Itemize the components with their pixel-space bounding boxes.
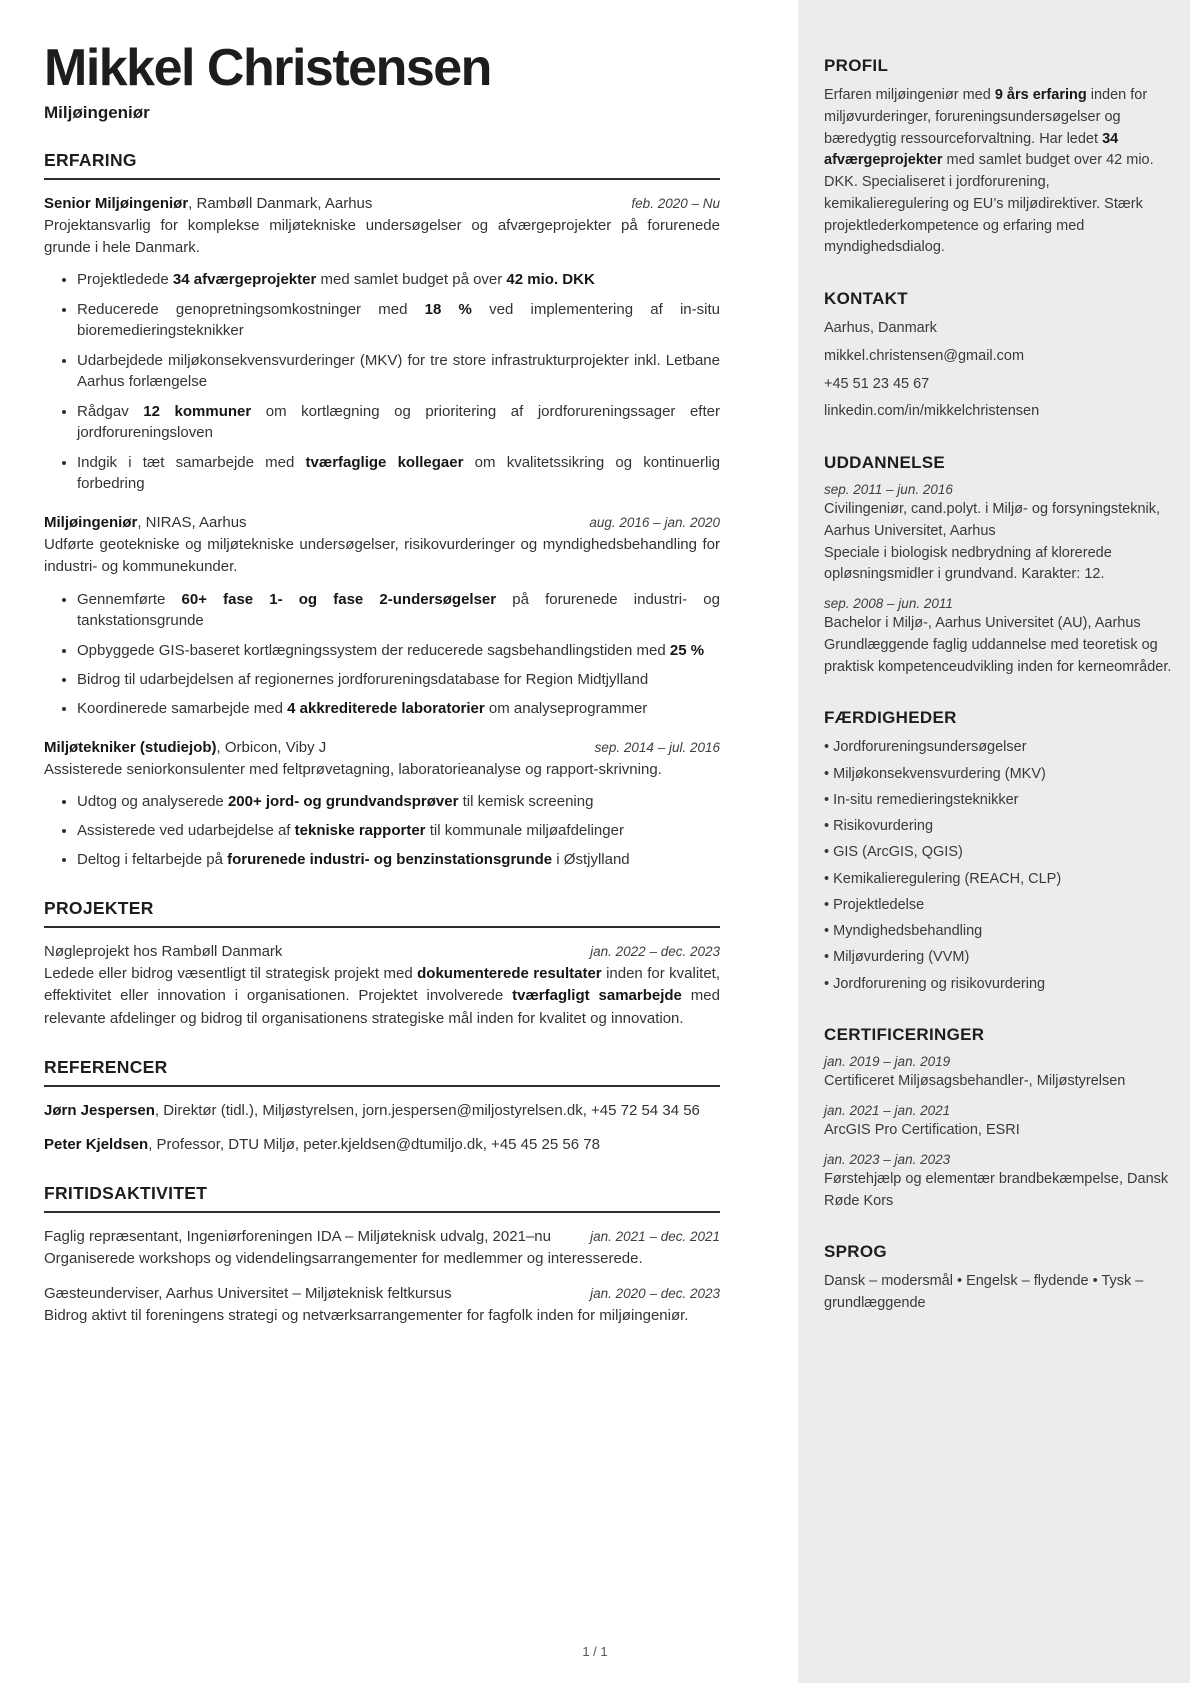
- job-header: [44, 739, 720, 756]
- section-projects: [44, 898, 720, 1030]
- certification-item: [824, 1152, 1174, 1213]
- reference-item: Peter Kjeldsen, Professor, DTU Miljø, peter.kjeldsen@dtumiljo.dk, +45 45 25 56 78: [44, 1135, 600, 1153]
- skill-item: • Miljøkonsekvensvurdering (MKV): [824, 764, 1174, 786]
- job-bullet-list: [44, 269, 720, 495]
- bullet-item: • Opbyggede GIS-baseret kortlægningssystem der reducerede sagsbehandlingstiden med 25 %: [77, 640, 720, 662]
- activity-entry: [44, 1285, 720, 1327]
- job-bullet-list: [44, 791, 720, 871]
- activity-title: Gæsteunderviser, Aarhus Universitet – Miljøteknisk feltkursus: [44, 1285, 452, 1303]
- sidebar-title-education: UDDANNELSE: [824, 453, 946, 472]
- education-item: [824, 482, 1174, 586]
- candidate-name: Mikkel Christensen: [44, 39, 491, 97]
- bullet-item: • Bidrog til udarbejdelsen af regionernes jordforureningsdatabase for Region Midtjylland: [77, 669, 720, 691]
- candidate-title: Miljøingeniør: [44, 103, 150, 122]
- activity-title: Faglig repræsentant, Ingeniørforeningen IDA – Miljøteknisk udvalg, 2021–nu: [44, 1228, 551, 1246]
- sidebar-section-education: [824, 453, 1174, 678]
- bullet-item: • Rådgav 12 kommuner om kortlægning og prioritering af jordforureningssager efter jordforureningsloven: [77, 401, 720, 445]
- project-dates: jan. 2022 – dec. 2023: [590, 944, 720, 960]
- job-entry: [44, 739, 720, 871]
- section-title-experience: ERFARING: [44, 150, 720, 180]
- project-header: [44, 943, 720, 960]
- bullet-item: • Indgik i tæt samarbejde med tværfaglige kollegaer om kvalitetssikring og kontinuerlig forbedring: [77, 452, 720, 496]
- sidebar-section-certifications: [824, 1025, 1174, 1212]
- skill-item: • Jordforureningsundersøgelser: [824, 737, 1174, 759]
- sidebar-title-certifications: CERTIFICERINGER: [824, 1025, 985, 1045]
- section-experience: [44, 150, 720, 871]
- sidebar-section-languages: [824, 1242, 1174, 1315]
- skill-item: • In-situ remedieringsteknikker: [824, 790, 1174, 812]
- sidebar-title-profile: PROFIL: [824, 56, 889, 75]
- sidebar-section-profile: [824, 56, 1174, 259]
- certification-name: Certificeret Miljøsagsbehandler-, Miljøstyrelsen: [824, 1073, 1126, 1090]
- contact-linkedin: linkedin.com/in/mikkelchristensen: [824, 403, 1040, 420]
- sidebar-title-languages: SPROG: [824, 1242, 887, 1262]
- skill-item: • Risikovurdering: [824, 816, 1174, 838]
- skill-item: • Jordforurening og risikovurdering: [824, 974, 1174, 996]
- sidebar-title-skills: FÆRDIGHEDER: [824, 708, 957, 728]
- job-summary: Assisterede seniorkonsulenter med feltprøvetagning, laboratorieanalyse og rapport-skrivning.: [44, 760, 662, 778]
- section-activities: [44, 1183, 720, 1327]
- education-degree: Civilingeniør, cand.polyt. i Miljø- og forsyningsteknik, Aarhus Universitet, Aarhus: [824, 501, 1161, 539]
- activity-description: Bidrog aktivt til foreningens strategi og netværksarrangementer for fagfolk inden for miljøingeniør.: [44, 1307, 689, 1325]
- certification-name: ArcGIS Pro Certification, ESRI: [824, 1122, 1020, 1138]
- contact-location: Aarhus, Danmark: [824, 320, 937, 336]
- contact-email: mikkel.christensen@gmail.com: [824, 347, 1025, 364]
- certification-dates: jan. 2019 – jan. 2019: [824, 1054, 951, 1070]
- education-dates: sep. 2011 – jun. 2016: [824, 482, 953, 497]
- certification-item: [824, 1103, 1174, 1142]
- job-summary: Udførte geotekniske og miljøtekniske undersøgelser, risikovurderinger og myndighedsbehandling for industri- og kommunekunder.: [44, 536, 720, 576]
- education-detail: Grundlæggende faglig uddannelse med teoretisk og praktisk kompetenceudvikling inden for kerneområder.: [824, 636, 1172, 675]
- job-dates: aug. 2016 – jan. 2020: [589, 515, 720, 531]
- sidebar: [798, 0, 1190, 1683]
- bullet-item: • Deltog i feltarbejde på forurenede industri- og benzinstationsgrunde i Østjylland: [77, 849, 720, 871]
- activity-dates: jan. 2021 – dec. 2021: [590, 1229, 720, 1245]
- certification-item: [824, 1054, 1174, 1093]
- job-dates: sep. 2014 – jul. 2016: [594, 739, 720, 755]
- sidebar-title-contact: KONTAKT: [824, 289, 908, 308]
- section-title-activities: FRITIDSAKTIVITET: [44, 1183, 720, 1213]
- reference-item: Jørn Jespersen, Direktør (tidl.), Miljøstyrelsen, jorn.jespersen@miljostyrelsen.dk, +45 72 54 34 56: [44, 1101, 700, 1119]
- bullet-item: • Koordinerede samarbejde med 4 akkrediterede laboratorier om analyseprogrammer: [77, 698, 720, 720]
- bullet-item: • Projektledede 34 afværgeprojekter med samlet budget på over 42 mio. DKK: [77, 269, 720, 291]
- sidebar-section-skills: [824, 708, 1174, 995]
- page-number: 1 / 1: [582, 1644, 608, 1659]
- certification-name: Førstehjælp og elementær brandbekæmpelse, Dansk Røde Kors: [824, 1170, 1169, 1209]
- certification-dates: jan. 2021 – jan. 2021: [824, 1103, 951, 1118]
- activity-description: Organiserede workshops og videndelingsarrangementer for medlemmer og interesserede.: [44, 1250, 643, 1268]
- activity-dates: jan. 2020 – dec. 2023: [590, 1286, 720, 1302]
- skill-item: • Kemikalieregulering (REACH, CLP): [824, 869, 1174, 891]
- education-degree: Bachelor i Miljø-, Aarhus Universitet (AU), Aarhus: [824, 615, 1141, 631]
- section-title-projects: PROJEKTER: [44, 898, 720, 928]
- bullet-item: • Gennemførte 60+ fase 1- og fase 2-undersøgelser på forurenede industri- og tankstationsgrunde: [77, 589, 720, 633]
- bullet-item: • Reducerede genopretningsomkostninger med 18 % ved implementering af in-situ bioremedieringsteknikker: [77, 299, 720, 343]
- section-title-references: REFERENCER: [44, 1057, 720, 1087]
- job-bullet-list: [44, 589, 720, 720]
- project-description: Ledede eller bidrog væsentligt til strategisk projekt med dokumenterede resultater inden for kvalitet, effektivitet eller innovation i organisationen. Projektet involverede tværfagligt samarbejde med relevante afdelinger og bidrog til organisationens strategiske mål inden for kvalitet og innovation.: [44, 965, 720, 1027]
- skill-item: • Miljøvurdering (VVM): [824, 947, 1174, 969]
- job-entry: [44, 514, 720, 720]
- education-item: [824, 596, 1174, 678]
- project-title: Nøgleprojekt hos Rambøll Danmark: [44, 943, 283, 961]
- skill-list: [824, 737, 1174, 995]
- job-role: Senior Miljøingeniør, Rambøll Danmark, Aarhus: [44, 195, 373, 212]
- certification-dates: jan. 2023 – jan. 2023: [824, 1151, 951, 1167]
- bullet-item: • Assisterede ved udarbejdelse af tekniske rapporter til kommunale miljøafdelinger: [77, 820, 720, 842]
- skill-item: • Myndighedsbehandling: [824, 921, 1174, 943]
- bullet-item: • Udtog og analyserede 200+ jord- og grundvandsprøver til kemisk screening: [77, 791, 720, 813]
- project-entry: [44, 943, 720, 1030]
- activity-header: [44, 1285, 720, 1302]
- activity-entry: [44, 1228, 720, 1270]
- education-dates: sep. 2008 – jun. 2011: [824, 596, 953, 611]
- language-summary: Dansk – modersmål • Engelsk – flydende • Tysk – grundlæggende: [824, 1273, 1144, 1311]
- bullet-item: • Udarbejdede miljøkonsekvensvurderinger (MKV) for tre store infrastrukturprojekter inkl. Letbane Aarhus forlængelse: [77, 350, 720, 394]
- activity-header: [44, 1228, 720, 1245]
- profile-text: Erfaren miljøingeniør med 9 års erfaring inden for miljøvurderinger, forureningsundersøgelser og bæredygtig ressourceforvaltning. Har ledet 34 afværgeprojekter med samlet budget over 42 mio. DKK. Specialiseret i jordforurening, kemikalieregulering og EU’s miljødirektiver. Stærk projektlederkompetence og erfaring med myndighedsdialog.: [824, 87, 1154, 256]
- job-summary: Projektansvarlig for komplekse miljøtekniske undersøgelser og afværgeprojekter på forurenede grunde i hele Danmark.: [44, 217, 720, 257]
- skill-item: • GIS (ArcGIS, QGIS): [824, 842, 1174, 864]
- section-references: [44, 1057, 720, 1156]
- contact-phone: +45 51 23 45 67: [824, 375, 930, 392]
- job-header: [44, 514, 720, 531]
- job-entry: [44, 195, 720, 495]
- education-detail: Speciale i biologisk nedbrydning af klorerede opløsningsmidler i grundvand. Karakter: 12.: [824, 544, 1112, 583]
- job-header: [44, 195, 720, 212]
- sidebar-section-contact: [824, 289, 1174, 423]
- skill-item: • Projektledelse: [824, 895, 1174, 917]
- job-role: Miljøingeniør, NIRAS, Aarhus: [44, 514, 247, 532]
- job-role: Miljøtekniker (studiejob), Orbicon, Viby J: [44, 738, 327, 756]
- job-dates: feb. 2020 – Nu: [631, 196, 720, 211]
